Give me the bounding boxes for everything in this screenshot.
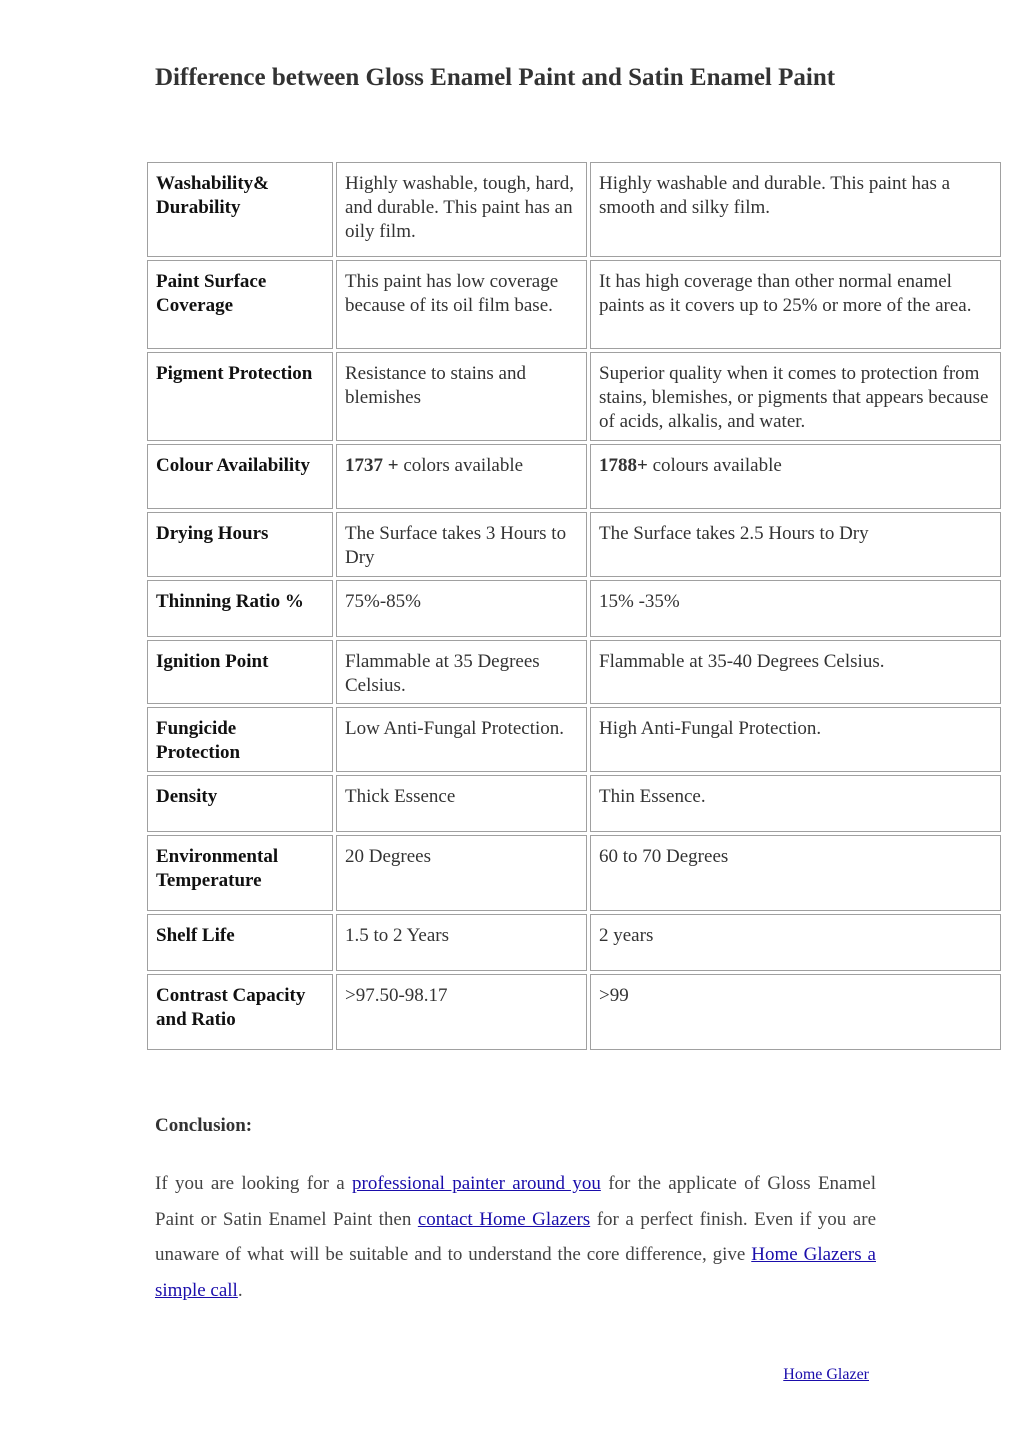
conclusion-paragraph <box>155 1166 876 1308</box>
gloss-color-text: colors available <box>398 455 524 476</box>
table-row <box>147 580 1001 637</box>
footer <box>700 1366 869 1384</box>
row-label: Density <box>147 775 333 832</box>
contact-home-glazers-link[interactable]: contact Home Glazers <box>417 1208 591 1230</box>
row-label: Washability& Durability <box>147 162 333 257</box>
table-row <box>147 512 1001 577</box>
row-label: Ignition Point <box>147 640 333 704</box>
gloss-cell: 75%-85% <box>336 580 587 637</box>
satin-cell: It has high coverage than other normal enamel paints as it covers up to 25% or more of the area. <box>590 260 1001 349</box>
table-row <box>147 260 1001 349</box>
satin-cell: 2 years <box>590 914 1001 971</box>
table-row <box>147 707 1001 772</box>
satin-color-count: 1788+ <box>599 455 648 476</box>
gloss-cell <box>336 444 587 509</box>
satin-cell: High Anti-Fungal Protection. <box>590 707 1001 772</box>
footer-home-glazer-link[interactable]: Home Glazer <box>783 1366 869 1383</box>
gloss-cell: Resistance to stains and blemishes <box>336 352 587 441</box>
row-label: Fungicide Protection <box>147 707 333 772</box>
conclusion-text: for the applicate of Gloss Enamel Paint or Satin Enamel Paint then <box>155 1173 876 1230</box>
row-label: Colour Availability <box>147 444 333 509</box>
gloss-cell: The Surface takes 3 Hours to Dry <box>336 512 587 577</box>
page-title: Difference between Gloss Enamel Paint and Satin Enamel Paint <box>155 64 836 91</box>
row-label: Drying Hours <box>147 512 333 577</box>
gloss-cell: >97.50-98.17 <box>336 974 587 1050</box>
row-label: Environmental Temperature <box>147 835 333 911</box>
table-row <box>147 974 1001 1050</box>
table-row <box>147 162 1001 257</box>
satin-color-text: colours available <box>647 455 782 476</box>
row-label: Thinning Ratio % <box>147 580 333 637</box>
satin-cell: Highly washable and durable. This paint has a smooth and silky film. <box>590 162 1001 257</box>
comparison-table <box>144 159 1004 1053</box>
table-row <box>147 444 1001 509</box>
satin-cell: 15% -35% <box>590 580 1001 637</box>
gloss-cell: Thick Essence <box>336 775 587 832</box>
satin-cell: >99 <box>590 974 1001 1050</box>
gloss-cell: This paint has low coverage because of its oil film base. <box>336 260 587 349</box>
conclusion-text: for a perfect finish. Even if you are unaware of what will be suitable and to understand the core difference, give <box>155 1208 876 1265</box>
row-label: Shelf Life <box>147 914 333 971</box>
gloss-color-count: 1737 + <box>345 455 399 476</box>
simple-call-link[interactable]: Home Glazers a simple call <box>155 1244 876 1301</box>
satin-cell: Thin Essence. <box>590 775 1001 832</box>
satin-cell: 60 to 70 Degrees <box>590 835 1001 911</box>
conclusion-text: . <box>237 1279 243 1301</box>
gloss-cell: Highly washable, tough, hard, and durable. This paint has an oily film. <box>336 162 587 257</box>
gloss-cell: Low Anti-Fungal Protection. <box>336 707 587 772</box>
table-row <box>147 775 1001 832</box>
satin-cell: The Surface takes 2.5 Hours to Dry <box>590 512 1001 577</box>
conclusion-text: If you are looking for a <box>155 1173 352 1194</box>
row-label: Contrast Capacity and Ratio <box>147 974 333 1050</box>
satin-cell <box>590 444 1001 509</box>
row-label: Pigment Protection <box>147 352 333 441</box>
professional-painter-link[interactable]: professional painter around you <box>352 1173 601 1194</box>
table-row <box>147 914 1001 971</box>
conclusion-heading: Conclusion: <box>155 1115 253 1136</box>
table-row <box>147 640 1001 704</box>
satin-cell: Superior quality when it comes to protection from stains, blemishes, or pigments that appears because of acids, alkalis, and water. <box>590 352 1001 441</box>
table-row <box>147 352 1001 441</box>
gloss-cell: Flammable at 35 Degrees Celsius. <box>336 640 587 704</box>
table-row <box>147 835 1001 911</box>
row-label: Paint Surface Coverage <box>147 260 333 349</box>
satin-cell: Flammable at 35-40 Degrees Celsius. <box>590 640 1001 704</box>
gloss-cell: 1.5 to 2 Years <box>336 914 587 971</box>
gloss-cell: 20 Degrees <box>336 835 587 911</box>
